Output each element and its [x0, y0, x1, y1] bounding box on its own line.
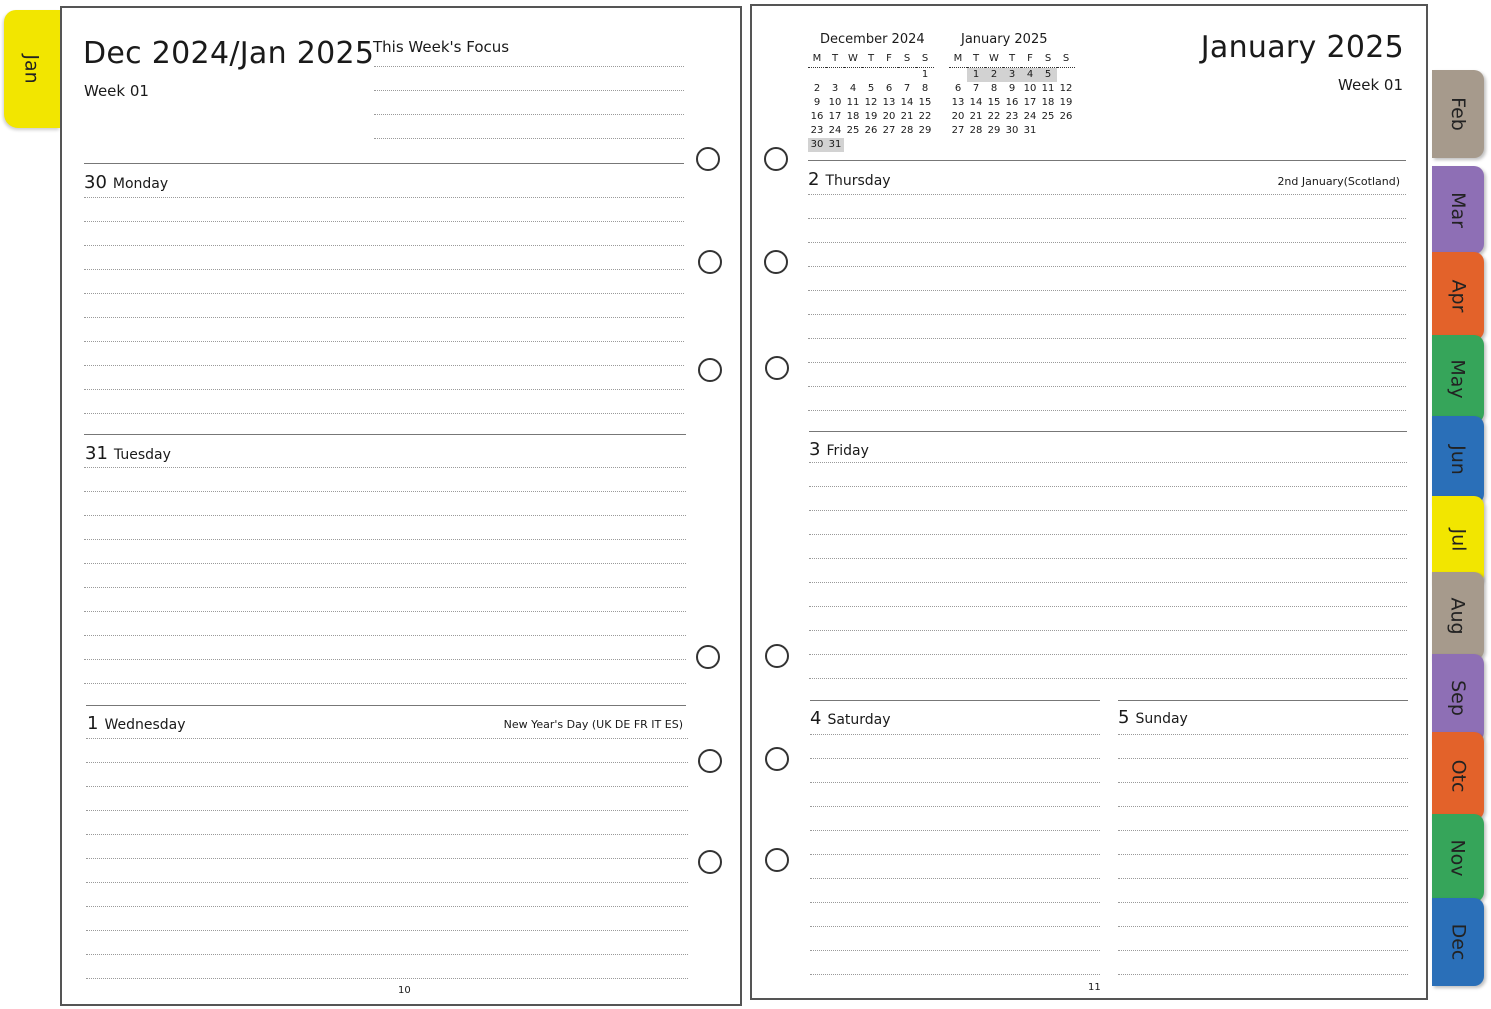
writing-line — [809, 510, 1407, 511]
day-header-tuesday — [85, 443, 171, 464]
weekday-header: F — [880, 53, 898, 68]
tab-jun[interactable] — [1432, 416, 1484, 504]
page-number: 11 — [1088, 982, 1101, 993]
calendar-day: 3 — [831, 83, 839, 94]
day-number: 4 — [810, 708, 822, 729]
weekday-header: M — [949, 53, 967, 68]
mini-calendar-grid — [949, 53, 1075, 138]
calendar-day: 19 — [1059, 97, 1073, 108]
calendar-blank — [826, 68, 844, 82]
tab-nov[interactable] — [1432, 814, 1484, 902]
calendar-day: 15 — [987, 97, 1001, 108]
calendar-day: 20 — [951, 111, 965, 122]
writing-line — [84, 491, 686, 492]
tab-label: Aug — [1446, 597, 1469, 635]
writing-line — [84, 467, 686, 468]
binder-hole — [764, 147, 788, 171]
writing-line — [84, 587, 686, 588]
calendar-day: 15 — [918, 97, 932, 108]
calendar-blank — [880, 138, 898, 152]
calendar-day: 11 — [846, 97, 860, 108]
binder-hole — [698, 850, 722, 874]
calendar-day: 7 — [903, 83, 911, 94]
page-number: 10 — [398, 985, 411, 996]
writing-line — [810, 830, 1100, 831]
section-divider — [1118, 700, 1408, 701]
calendar-day: 30 — [808, 138, 826, 152]
writing-line — [808, 362, 1406, 363]
section-divider — [86, 705, 686, 706]
calendar-blank — [916, 138, 934, 152]
calendar-day: 17 — [1023, 97, 1037, 108]
tab-label: Feb — [1446, 97, 1469, 131]
writing-line — [809, 534, 1407, 535]
day-name: Saturday — [827, 712, 891, 728]
calendar-day: 27 — [882, 125, 896, 136]
writing-line — [1118, 950, 1408, 951]
calendar-blank — [1057, 124, 1075, 138]
calendar-day: 11 — [1041, 83, 1055, 94]
writing-line — [1118, 830, 1408, 831]
calendar-day: 17 — [828, 111, 842, 122]
writing-line — [86, 858, 688, 859]
writing-line — [84, 197, 684, 198]
writing-line — [374, 114, 684, 115]
tab-sep[interactable] — [1432, 654, 1484, 742]
calendar-day: 2 — [985, 68, 1003, 82]
writing-line — [1118, 734, 1408, 735]
calendar-day: 22 — [987, 111, 1001, 122]
calendar-blank — [898, 68, 916, 82]
calendar-day: 6 — [954, 83, 962, 94]
writing-line — [374, 90, 684, 91]
writing-line — [1118, 758, 1408, 759]
writing-line — [810, 926, 1100, 927]
writing-line — [86, 762, 688, 763]
writing-line — [810, 878, 1100, 879]
binder-hole — [765, 644, 789, 668]
calendar-day: 1 — [967, 68, 985, 82]
writing-line — [808, 338, 1406, 339]
writing-line — [84, 365, 684, 366]
calendar-day: 25 — [846, 125, 860, 136]
writing-line — [374, 66, 684, 67]
writing-line — [1118, 854, 1408, 855]
writing-line — [1118, 974, 1408, 975]
writing-line — [1118, 806, 1408, 807]
weekday-header: T — [1003, 53, 1021, 68]
writing-line — [810, 806, 1100, 807]
tab-label: Jul — [1447, 528, 1469, 552]
calendar-day: 12 — [864, 97, 878, 108]
mini-calendar-title: January 2025 — [961, 32, 1048, 47]
weekday-header: M — [808, 53, 826, 68]
weekday-header: T — [826, 53, 844, 68]
calendar-day: 10 — [828, 97, 842, 108]
week-label: Week 01 — [1338, 76, 1403, 94]
day-name: Friday — [826, 443, 869, 459]
calendar-day: 20 — [882, 111, 896, 122]
day-name: Wednesday — [104, 717, 186, 733]
page-title: Dec 2024/Jan 2025 — [83, 36, 375, 71]
binder-hole — [698, 749, 722, 773]
calendar-day: 5 — [1039, 68, 1057, 82]
writing-line — [810, 782, 1100, 783]
writing-line — [84, 293, 684, 294]
tab-label: Mar — [1446, 192, 1469, 228]
calendar-day: 16 — [1005, 97, 1019, 108]
writing-line — [1118, 878, 1408, 879]
tab-label: Jun — [1447, 445, 1469, 475]
calendar-blank — [949, 68, 967, 82]
day-name: Thursday — [825, 173, 891, 189]
calendar-day: 13 — [951, 97, 965, 108]
day-number: 2 — [808, 169, 820, 190]
writing-line — [808, 266, 1406, 267]
calendar-day: 21 — [900, 111, 914, 122]
calendar-blank — [844, 138, 862, 152]
writing-line — [808, 242, 1406, 243]
writing-line — [84, 515, 686, 516]
calendar-day: 23 — [810, 125, 824, 136]
mini-calendar-december — [808, 32, 934, 152]
writing-line — [86, 810, 688, 811]
tab-feb[interactable] — [1432, 70, 1484, 158]
binder-hole — [764, 250, 788, 274]
day-number: 5 — [1118, 707, 1130, 728]
calendar-blank — [898, 138, 916, 152]
weekday-header: S — [916, 53, 934, 68]
writing-line — [1118, 902, 1408, 903]
calendar-day: 6 — [885, 83, 893, 94]
section-divider — [810, 700, 1100, 701]
calendar-day: 14 — [900, 97, 914, 108]
calendar-day: 24 — [828, 125, 842, 136]
calendar-day: 26 — [1059, 111, 1073, 122]
calendar-day: 27 — [951, 125, 965, 136]
weekday-header: S — [1039, 53, 1057, 68]
weekday-header: W — [844, 53, 862, 68]
writing-line — [84, 341, 684, 342]
calendar-blank — [862, 68, 880, 82]
writing-line — [84, 389, 684, 390]
calendar-day: 8 — [921, 83, 929, 94]
writing-line — [86, 786, 688, 787]
writing-line — [809, 630, 1407, 631]
calendar-day: 9 — [1008, 83, 1016, 94]
day-name: Monday — [112, 176, 169, 192]
writing-line — [809, 606, 1407, 607]
weekday-header: S — [1057, 53, 1075, 68]
writing-line — [810, 902, 1100, 903]
day-header-saturday — [810, 708, 891, 729]
section-divider — [809, 431, 1407, 432]
writing-line — [84, 245, 684, 246]
writing-line — [86, 978, 688, 979]
day-name: Tuesday — [113, 447, 171, 463]
calendar-day: 2 — [813, 83, 821, 94]
writing-line — [84, 413, 684, 414]
tab-label: Apr — [1447, 279, 1469, 313]
tab-dec[interactable] — [1432, 898, 1484, 986]
right-page — [750, 4, 1428, 1000]
calendar-day: 18 — [1041, 97, 1055, 108]
day-number: 1 — [87, 713, 99, 734]
calendar-day: 22 — [918, 111, 932, 122]
weekday-header: T — [967, 53, 985, 68]
binder-hole — [765, 848, 789, 872]
tab-label: Otc — [1446, 759, 1469, 793]
calendar-day: 24 — [1023, 111, 1037, 122]
calendar-day: 4 — [1021, 68, 1039, 82]
writing-line — [808, 410, 1406, 411]
day-number: 30 — [84, 172, 107, 193]
calendar-day: 3 — [1003, 68, 1021, 82]
calendar-day: 16 — [810, 111, 824, 122]
weekday-header: W — [985, 53, 1003, 68]
calendar-day: 8 — [990, 83, 998, 94]
calendar-day: 28 — [900, 125, 914, 136]
writing-line — [809, 558, 1407, 559]
writing-line — [810, 950, 1100, 951]
writing-line — [84, 635, 686, 636]
writing-line — [809, 654, 1407, 655]
tab-apr[interactable] — [1432, 252, 1484, 340]
calendar-day: 19 — [864, 111, 878, 122]
calendar-day: 14 — [969, 97, 983, 108]
calendar-day: 26 — [864, 125, 878, 136]
writing-line — [86, 906, 688, 907]
writing-line — [810, 758, 1100, 759]
weekday-header: F — [1021, 53, 1039, 68]
tab-otc[interactable] — [1432, 732, 1484, 820]
writing-line — [84, 539, 686, 540]
mini-calendar-title: December 2024 — [820, 32, 925, 47]
writing-line — [809, 486, 1407, 487]
writing-line — [810, 854, 1100, 855]
day-number: 3 — [809, 439, 821, 460]
mini-calendar-grid — [808, 53, 934, 152]
writing-line — [809, 582, 1407, 583]
binder-hole — [698, 358, 722, 382]
writing-line — [86, 834, 688, 835]
writing-line — [1118, 926, 1408, 927]
day-header-sunday — [1118, 707, 1188, 728]
calendar-blank — [1057, 68, 1075, 82]
calendar-blank — [808, 68, 826, 82]
writing-line — [86, 882, 688, 883]
tab-aug[interactable] — [1432, 572, 1484, 660]
calendar-day: 31 — [1023, 125, 1037, 136]
calendar-day: 21 — [969, 111, 983, 122]
writing-line — [808, 314, 1406, 315]
tab-label: Jan — [20, 54, 43, 84]
calendar-day: 29 — [987, 125, 1001, 136]
focus-title: This Week's Focus — [373, 38, 510, 56]
calendar-day: 30 — [1005, 125, 1019, 136]
day-header-monday — [84, 172, 168, 193]
calendar-day: 18 — [846, 111, 860, 122]
calendar-blank — [880, 68, 898, 82]
binder-hole — [696, 645, 720, 669]
calendar-day: 4 — [849, 83, 857, 94]
binder-hole — [696, 147, 720, 171]
calendar-day: 12 — [1059, 83, 1073, 94]
calendar-blank — [844, 68, 862, 82]
calendar-day: 25 — [1041, 111, 1055, 122]
tab-jan[interactable] — [4, 10, 60, 128]
writing-line — [86, 738, 688, 739]
weekday-header: S — [898, 53, 916, 68]
calendar-day: 13 — [882, 97, 896, 108]
writing-line — [374, 138, 684, 139]
calendar-day: 1 — [921, 69, 929, 80]
page-title: January 2025 — [1200, 30, 1404, 65]
day-header-thursday — [808, 169, 891, 190]
writing-line — [808, 386, 1406, 387]
mini-calendar-january — [949, 32, 1075, 138]
calendar-day: 9 — [813, 97, 821, 108]
left-page — [60, 6, 742, 1006]
day-header-wednesday — [87, 713, 186, 734]
section-divider — [84, 434, 686, 435]
day-number: 31 — [85, 443, 108, 464]
calendar-blank — [1039, 124, 1057, 138]
tab-label: Nov — [1447, 839, 1469, 877]
writing-line — [84, 269, 684, 270]
tab-label: Dec — [1447, 923, 1469, 961]
writing-line — [1118, 782, 1408, 783]
writing-line — [808, 194, 1406, 195]
writing-line — [810, 974, 1100, 975]
calendar-day: 7 — [972, 83, 980, 94]
writing-line — [86, 930, 688, 931]
writing-line — [809, 678, 1407, 679]
writing-line — [84, 317, 684, 318]
tab-label: Sep — [1447, 680, 1469, 716]
binder-hole — [698, 250, 722, 274]
weekday-header: T — [862, 53, 880, 68]
tab-may[interactable] — [1432, 335, 1484, 423]
writing-line — [809, 462, 1407, 463]
calendar-blank — [862, 138, 880, 152]
day-header-friday — [809, 439, 869, 460]
section-divider — [84, 163, 684, 164]
day-name: Sunday — [1135, 711, 1188, 727]
writing-line — [810, 734, 1100, 735]
writing-line — [84, 659, 686, 660]
week-label: Week 01 — [84, 82, 149, 100]
calendar-day: 10 — [1023, 83, 1037, 94]
binder-hole — [765, 356, 789, 380]
writing-line — [84, 611, 686, 612]
calendar-day: 28 — [969, 125, 983, 136]
writing-line — [84, 221, 684, 222]
writing-line — [808, 290, 1406, 291]
holiday-label: 2nd January(Scotland) — [1277, 175, 1400, 188]
writing-line — [84, 563, 686, 564]
holiday-label: New Year's Day (UK DE FR IT ES) — [503, 718, 683, 731]
calendar-day: 31 — [826, 138, 844, 152]
writing-line — [808, 218, 1406, 219]
binder-hole — [765, 747, 789, 771]
calendar-day: 29 — [918, 125, 932, 136]
tab-jul[interactable] — [1432, 496, 1484, 584]
tab-mar[interactable] — [1432, 166, 1484, 254]
section-divider — [808, 160, 1406, 161]
writing-line — [84, 683, 686, 684]
calendar-day: 5 — [867, 83, 875, 94]
calendar-day: 23 — [1005, 111, 1019, 122]
tab-label: May — [1447, 359, 1469, 399]
writing-line — [86, 954, 688, 955]
